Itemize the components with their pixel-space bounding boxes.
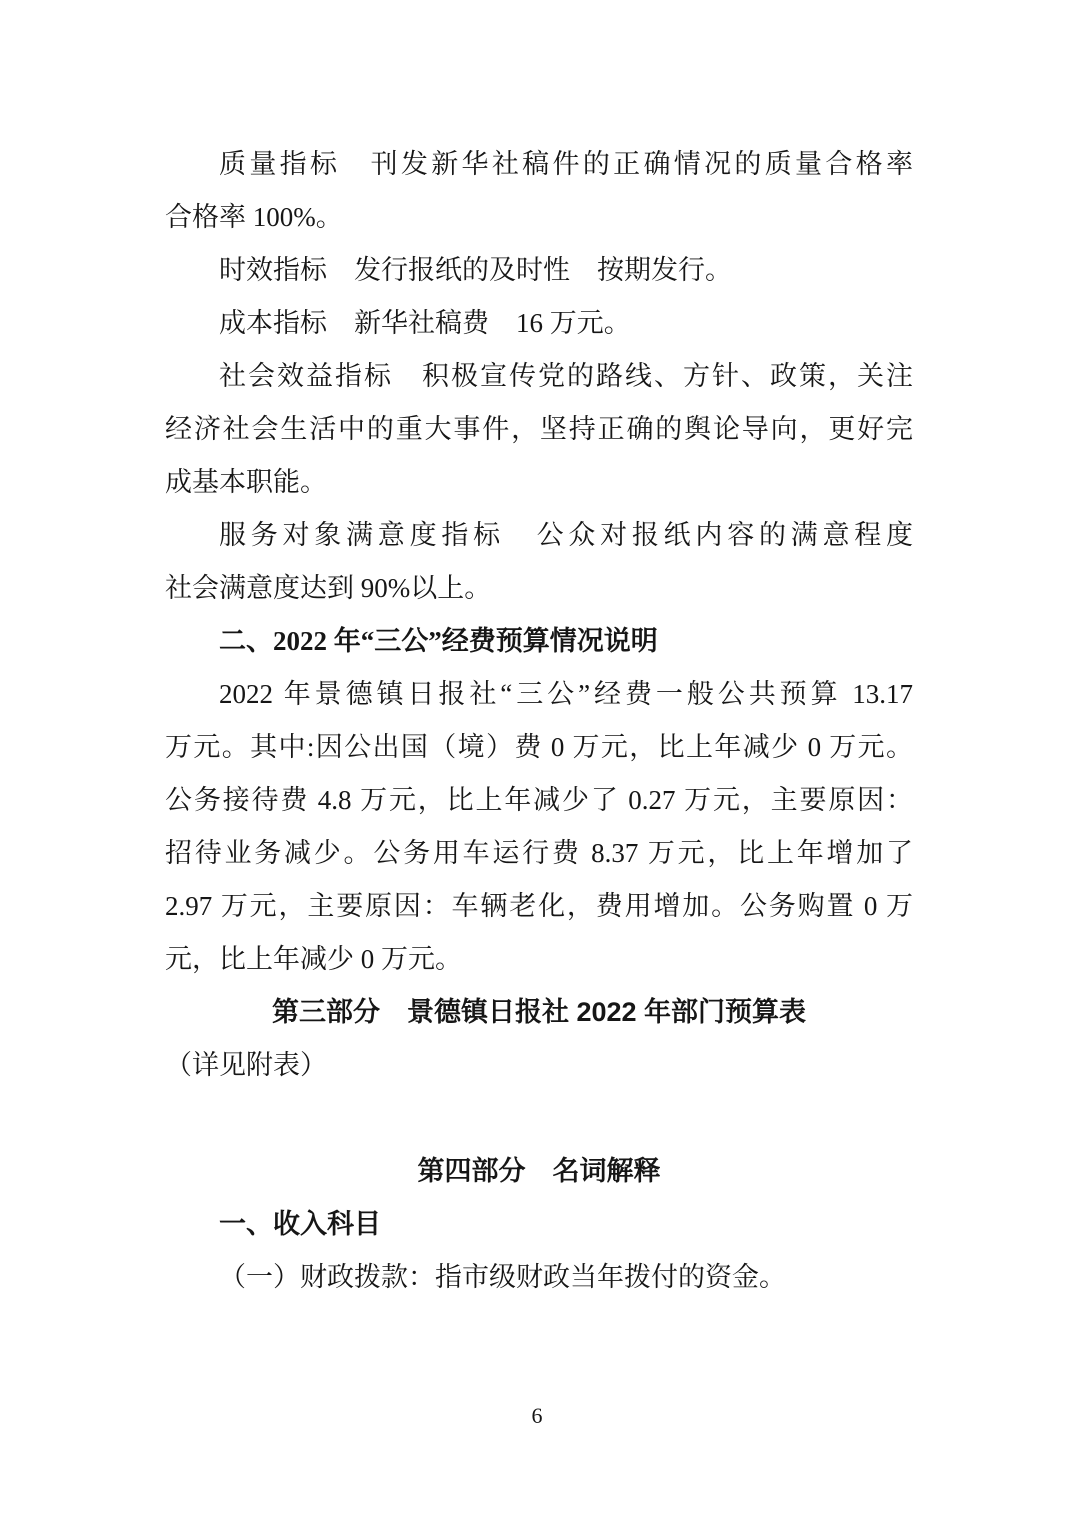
text-line: 公务接待费 4.8 万元，比上年减少了 0.27 万元，主要原因：	[165, 785, 913, 815]
text-line: 万元。其中:因公出国（境）费 0 万元，比上年减少 0 万元。	[165, 732, 913, 762]
blank-line	[165, 1092, 913, 1145]
text-line: 2.97 万元，主要原因：车辆老化，费用增加。公务购置 0 万	[165, 891, 913, 921]
text-line: 社会满意度达到 90%以上。	[165, 573, 492, 603]
text-line: 合格率 100%。	[165, 202, 343, 232]
text-line: （详见附表）	[165, 1050, 327, 1080]
text-line: 元，比上年减少 0 万元。	[165, 944, 462, 974]
page-number: 6	[531, 1403, 543, 1428]
text-line: 2022 年景德镇日报社“三公”经费一般公共预算 13.17	[219, 679, 913, 709]
text-line: 第四部分 名词解释	[417, 1156, 661, 1186]
text-line: （一）财政拨款：指市级财政当年拨付的资金。	[219, 1262, 786, 1292]
text-line: 二、2022 年“三公”经费预算情况说明	[219, 626, 658, 656]
text-line: 第三部分 景德镇日报社 2022 年部门预算表	[271, 997, 807, 1027]
text-line: 服务对象满意度指标 公众对报纸内容的满意程度	[219, 520, 913, 550]
text-line: 经济社会生活中的重大事件，坚持正确的舆论导向，更好完	[165, 414, 913, 444]
document-body	[165, 138, 913, 1304]
text-line: 时效指标 发行报纸的及时性 按期发行。	[219, 255, 732, 285]
text-line: 社会效益指标 积极宣传党的路线、方针、政策，关注	[219, 361, 913, 391]
text-line: 成本指标 新华社稿费 16 万元。	[219, 308, 631, 338]
text-line: 一、收入科目	[219, 1209, 381, 1239]
text-line: 质量指标 刊发新华社稿件的正确情况的质量合格率	[219, 149, 913, 179]
text-line: 招待业务减少。公务用车运行费 8.37 万元，比上年增加了	[165, 838, 913, 868]
text-line: 成基本职能。	[165, 467, 327, 497]
